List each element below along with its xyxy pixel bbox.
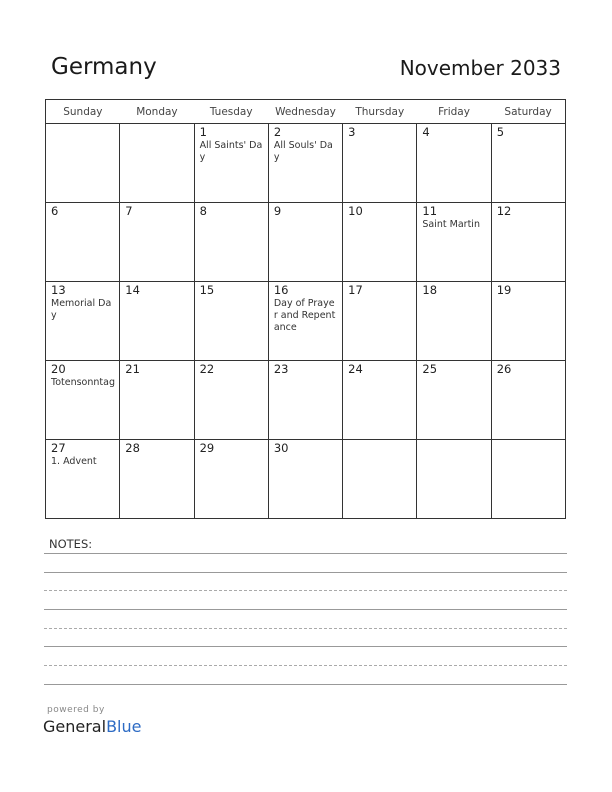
day-cell [46,203,120,282]
day-number: 2 [273,125,282,139]
weekday-header-row [46,100,566,124]
day-cell [343,282,417,361]
day-cell [491,440,565,519]
day-number: 19 [496,283,512,297]
day-number: 22 [199,362,215,376]
day-number: 29 [199,441,215,455]
day-cell [491,282,565,361]
day-cell [194,361,268,440]
day-cell [194,203,268,282]
day-number: 4 [422,125,430,139]
day-cell [46,282,120,361]
day-number: 5 [496,125,505,139]
day-cell [46,440,120,519]
day-cell [120,203,194,282]
day-number: 17 [348,283,363,297]
holiday-label: 1. Advent [51,456,97,467]
week-row [46,440,566,519]
day-cell [268,440,342,519]
week-row [46,203,566,282]
day-number: 18 [422,283,438,297]
calendar-grid [45,99,566,519]
holiday-label: Memorial Day [51,298,112,321]
holiday-label: Totensonntag [51,377,115,388]
weekday-friday: Friday [417,100,491,124]
day-number: 21 [125,362,140,376]
day-cell [268,361,342,440]
day-number: 6 [51,204,59,218]
day-number: 30 [273,441,289,455]
day-number: 7 [125,204,133,218]
day-cell [491,361,565,440]
notes-line [44,553,567,554]
day-cell [46,124,120,203]
day-cell [194,124,268,203]
day-cell [268,124,342,203]
day-number: 20 [51,362,66,376]
day-number: 10 [348,204,363,218]
day-number: 8 [199,204,207,218]
day-number: 26 [496,362,512,376]
weekday-saturday: Saturday [491,100,565,124]
day-number: 16 [273,283,289,297]
day-number: 27 [51,441,66,455]
week-row [46,282,566,361]
weekday-thursday: Thursday [343,100,417,124]
holiday-label: All Saints' Day [199,140,263,163]
weekday-monday: Monday [120,100,194,124]
day-number: 12 [496,204,512,218]
powered-by-text: powered by [47,705,105,715]
notes-line [44,572,567,573]
day-cell [120,361,194,440]
day-number: 15 [199,283,215,297]
month-year-title: November 2033 [399,56,561,80]
day-cell [417,282,491,361]
day-number: 28 [125,441,140,455]
holiday-label: Saint Martin [422,219,480,230]
day-number: 1 [199,125,207,139]
day-cell [343,440,417,519]
day-cell [268,282,342,361]
holiday-label: Day of Prayer and Repentance [273,298,336,333]
day-cell [268,203,342,282]
day-cell [491,203,565,282]
weekday-sunday: Sunday [46,100,120,124]
day-number: 14 [125,283,140,297]
day-number: 25 [422,362,438,376]
day-cell [46,361,120,440]
brand-part-general: General [43,717,107,736]
weekday-tuesday: Tuesday [194,100,268,124]
notes-line [44,684,567,685]
day-cell [417,440,491,519]
holiday-label: All Souls' Day [273,140,333,163]
day-number: 9 [273,204,282,218]
day-cell [120,282,194,361]
brand-part-blue: Blue [106,717,142,736]
day-cell [194,440,268,519]
day-number: 11 [422,204,438,218]
brand-logo[interactable] [43,717,141,736]
notes-line [44,665,567,666]
week-row [46,124,566,203]
day-cell [120,124,194,203]
notes-line [44,646,567,647]
notes-line [44,590,567,591]
day-number: 13 [51,283,66,297]
notes-label: NOTES: [49,537,93,551]
day-number: 3 [348,125,356,139]
country-title: Germany [51,54,157,80]
day-cell [343,361,417,440]
day-cell [417,361,491,440]
day-cell [194,282,268,361]
day-cell [120,440,194,519]
weekday-wednesday: Wednesday [268,100,342,124]
notes-line [44,628,567,629]
day-cell [417,203,491,282]
day-cell [343,203,417,282]
day-cell [491,124,565,203]
day-number: 24 [348,362,363,376]
day-cell [417,124,491,203]
week-row [46,361,566,440]
day-number: 23 [273,362,289,376]
day-cell [343,124,417,203]
notes-line [44,609,567,610]
